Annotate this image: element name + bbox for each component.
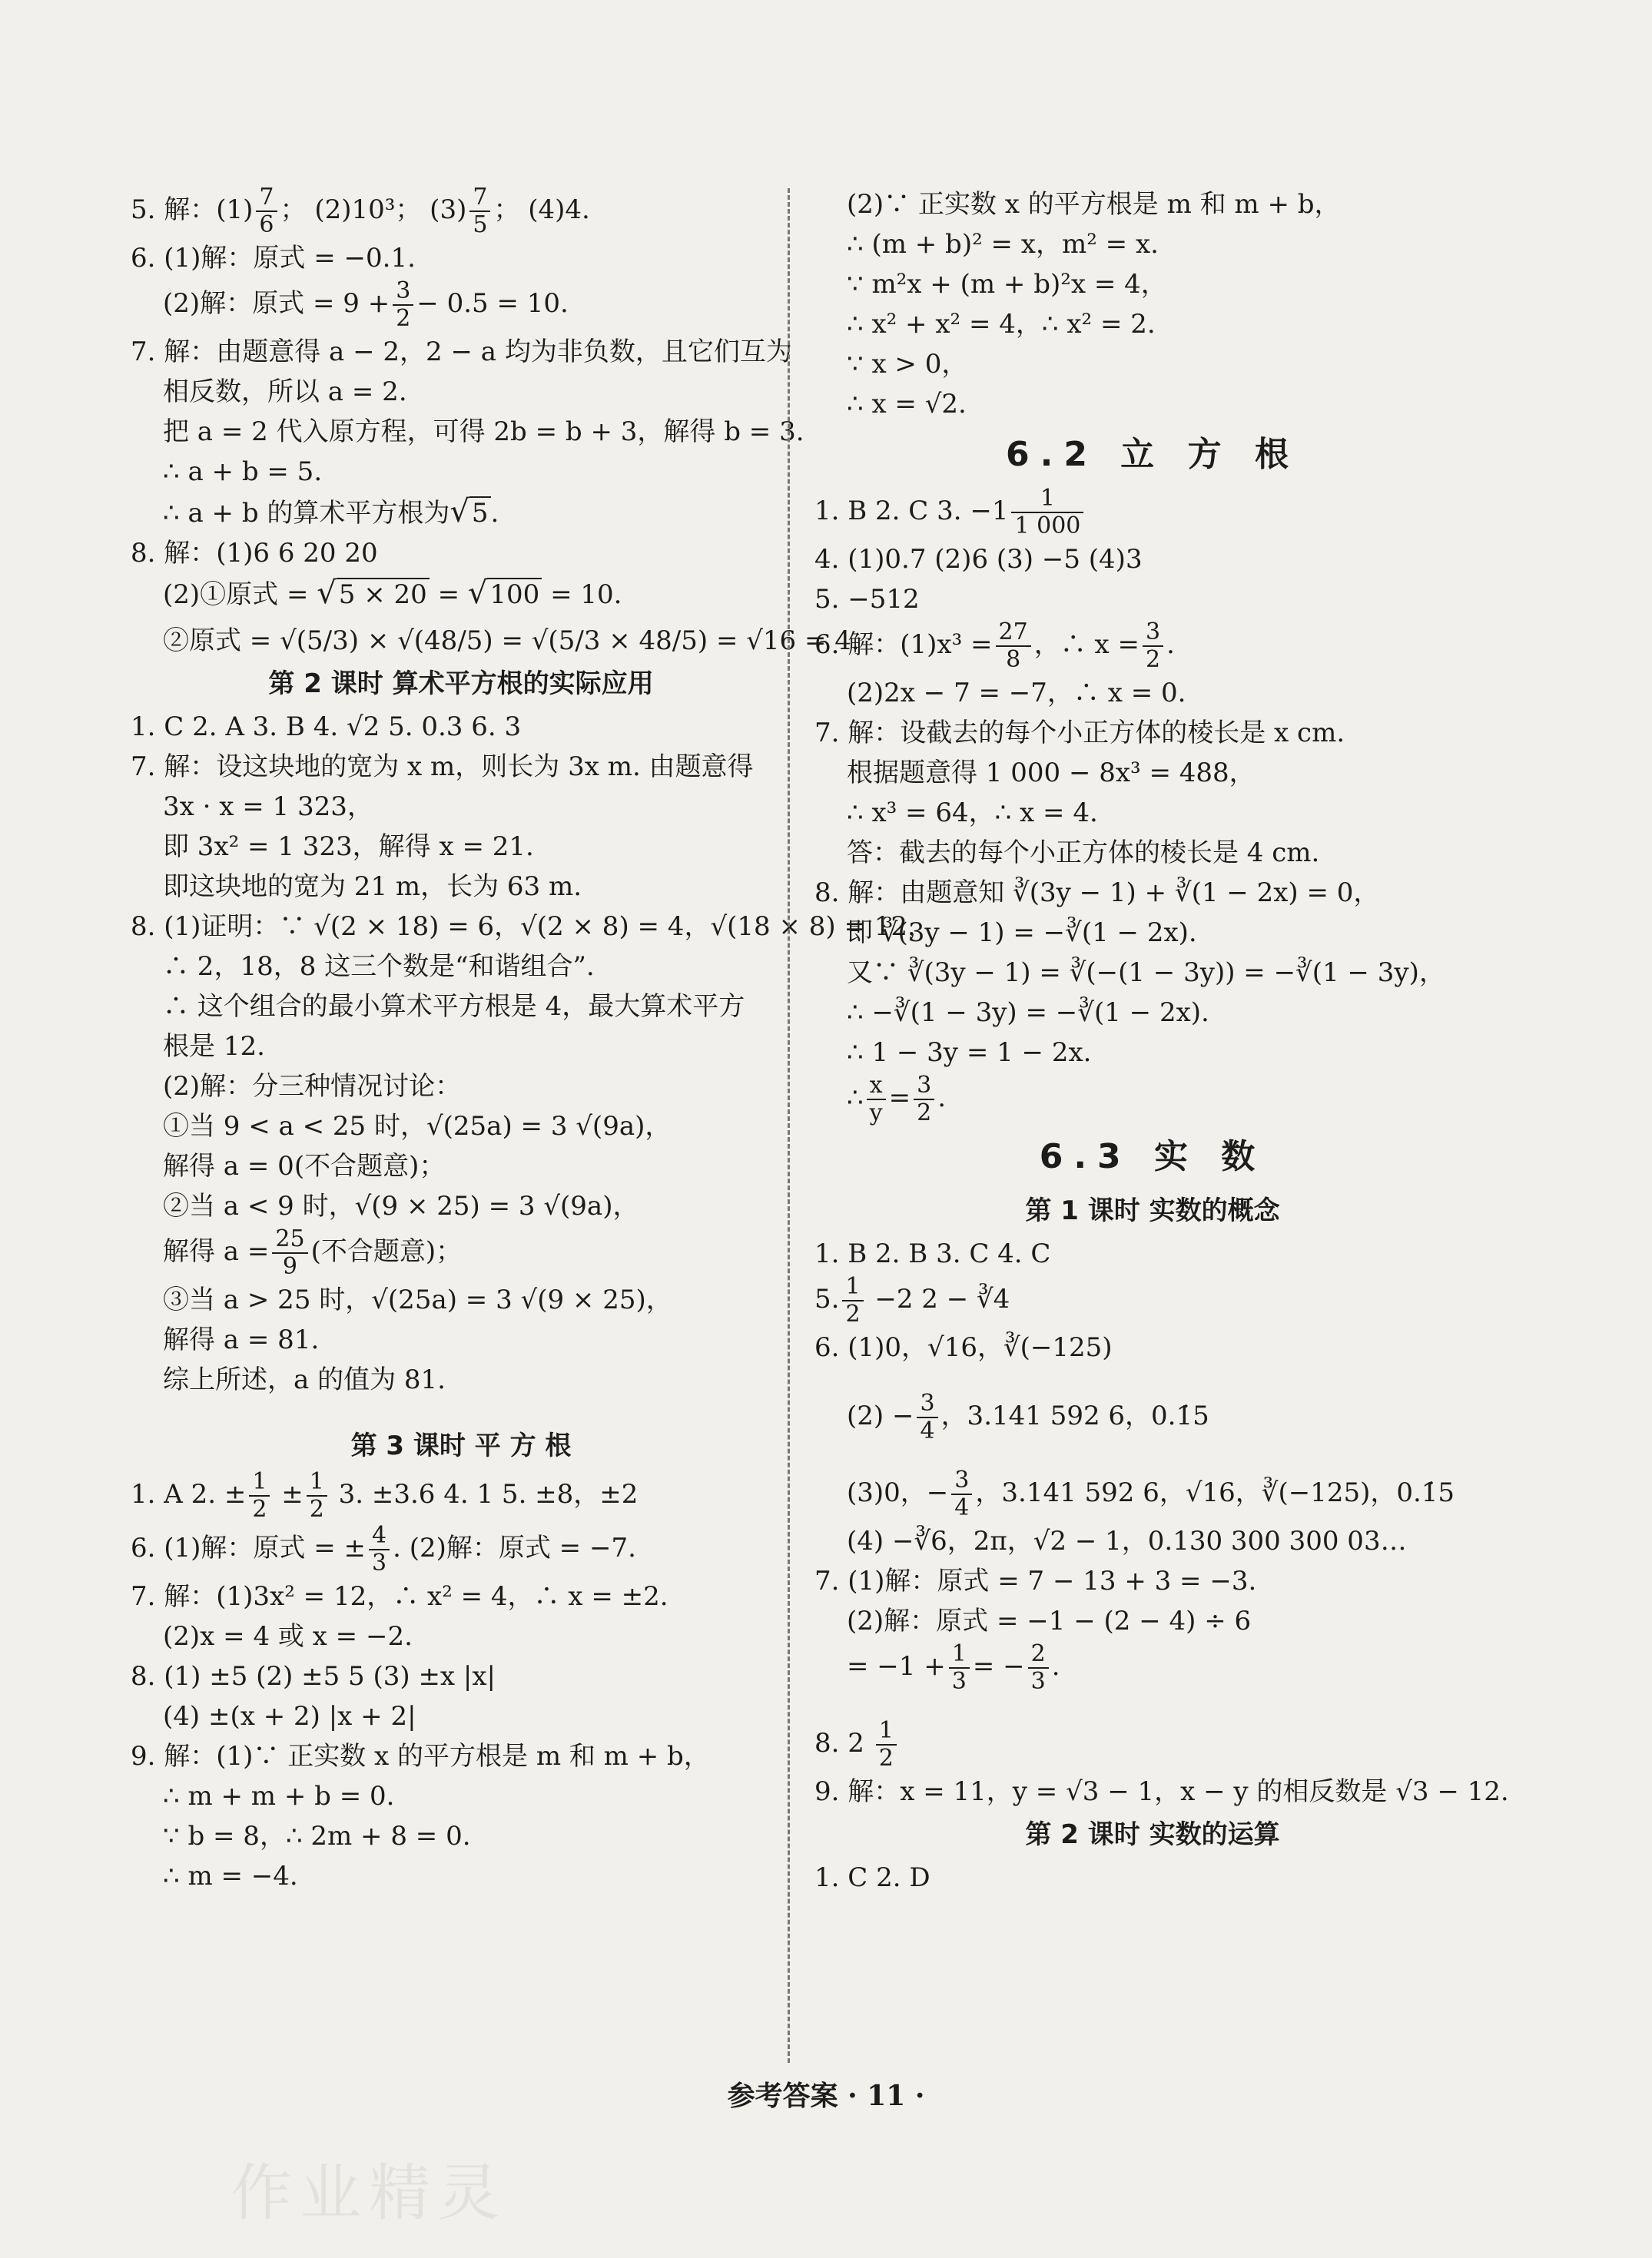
answer-line: 7. 解：(1)3x² = 12，∴ x² = 4，∴ x = ±2. [131, 1581, 668, 1612]
answer-line: (3)0，− $\frac{3}{4}$ ，3.141 592 6，√16，∛(−125)，0.1̇5 [847, 1467, 1455, 1521]
section-6-3-title: 6.3 实 数 [1039, 1137, 1266, 1176]
answer-line: ∴ −∛(1 − 3y) = −∛(1 − 2x). [847, 997, 1209, 1028]
answer-8: 8. 解：(1)6 6 20 20 [131, 538, 378, 569]
answer-line: (2) − $\frac{3}{4}$ ，3.141 592 6，0.1̇5 [847, 1390, 1209, 1444]
answer-line: ①当 9 < a < 25 时，√(25a) = 3 √(9a)， [163, 1111, 672, 1142]
answer-line: 1. C 2. A 3. B 4. √2 5. 0.3 6. 3 [131, 711, 522, 742]
page-footer: 参考答案 · 11 · [727, 2080, 925, 2112]
answer-line: 把 a = 2 代入原方程，可得 2b = b + 3，解得 b = 3. [163, 416, 804, 447]
answer-5 [131, 184, 791, 238]
answer-line: 8. (1) ±5 (2) ±5 5 (3) ±x |x| [131, 1661, 496, 1692]
text: ； (4)4. [493, 194, 590, 225]
answer-line: 6. 解：(1)x³ = $\frac{27}{8}$ ，∴ x = $\frac{3}{2}$ . [814, 618, 1175, 673]
text: 5. 解：(1) [131, 194, 254, 225]
answer-line: (2)解：分三种情况讨论： [163, 1071, 462, 1102]
answer-line: ∵ m²x + (m + b)²x = 4， [847, 269, 1167, 300]
answer-line: 解得 a = 81. [163, 1325, 320, 1355]
text: ； (2)10³； (3) [280, 194, 467, 225]
answer-line: 4. (1)0.7 (2)6 (3) −5 (4)3 [814, 544, 1143, 575]
answer-line: 1. C 2. D [814, 1862, 930, 1893]
watermark: 作业精灵 [231, 2157, 507, 2229]
answer-line: 相反数，所以 a = 2. [163, 376, 407, 407]
answer-line: 8. 2 $\frac{1}{2}$ [814, 1718, 1491, 1772]
answer-line: ∴ a + b = 5. [163, 456, 323, 487]
answer-7: 7. 解：由题意得 a − 2，2 − a 均为非负数，且它们互为 [131, 337, 792, 367]
answer-line: ②当 a < 9 时，√(9 × 25) = 3 √(9a)， [163, 1191, 639, 1222]
answer-line: 根是 12. [163, 1031, 265, 1062]
answer-line: 即 ∛(3y − 1) = −∛(1 − 2x). [847, 917, 1197, 948]
answer-line: 6. (1)解：原式 = ± $\frac{4}{3}$ . (2)解：原式 = −7. [131, 1522, 636, 1577]
answer-line: 6. (1)0，√16，∛(−125) [814, 1332, 1113, 1363]
answer-6-1: 6. (1)解：原式 = −0.1. [131, 243, 416, 274]
answer-line: ∴ x = √2. [847, 389, 967, 419]
answer-line: = −1 + $\frac{1}{3}$ = − $\frac{2}{3}$ . [847, 1640, 1060, 1695]
answer-line: ∴ 2，18，8 这三个数是“和谐组合”. [163, 951, 595, 982]
answer-line: 综上所述，a 的值为 81. [163, 1364, 446, 1395]
answer-line: ②原式 = √(5/3) × √(48/5) = √(5/3 × 48/5) = √16 = 4. [163, 625, 860, 656]
answer-line: (4) −∛6，2π，√2 − 1，0.130 300 300 03… [847, 1526, 1407, 1557]
answer-line: 即 3x² = 1 323，解得 x = 21. [163, 831, 534, 862]
answer-line: ∴ x³ = 64，∴ x = 4. [847, 797, 1098, 828]
answer-line: 3x · x = 1 323， [163, 791, 373, 822]
answer-line: ∴ 1 − 3y = 1 − 2x. [847, 1037, 1092, 1068]
answer-line: ∴ $\frac{x}{y}$ = $\frac{3}{2}$ . [847, 1072, 946, 1126]
answer-line: (2)①原式 = √5 × 20 = √100 = 10. [163, 575, 622, 611]
lesson-1-title: 第 1 课时 实数的概念 [1025, 1195, 1280, 1226]
answer-line: 9. 解：(1)∵ 正实数 x 的平方根是 m 和 m + b， [131, 1741, 710, 1772]
answer-line: 1. B 2. B 3. C 4. C [814, 1238, 1051, 1269]
answer-line: ∵ x > 0， [847, 349, 968, 380]
right-column [814, 184, 1509, 1898]
answer-line: 解得 a = $\frac{25}{9}$ (不合题意)； [163, 1225, 463, 1280]
answer-line: 7. (1)解：原式 = 7 − 13 + 3 = −3. [814, 1566, 1257, 1597]
answer-6-2: (2)解：原式 = 9 + $\frac{3}{2}$ − 0.5 = 10. [163, 277, 569, 332]
section-6-2-title: 6.2 立 方 根 [1006, 435, 1299, 474]
column-divider [788, 188, 790, 2063]
answer-line: (2)2x − 7 = −7，∴ x = 0. [847, 678, 1186, 708]
answer-line: 8. (1)证明：∵ √(2 × 18) = 6，√(2 × 8) = 4，√(18 × 8) = 12， [131, 911, 934, 942]
fraction: $\frac{7}{6}$ [256, 184, 277, 238]
answer-line: 9. 解：x = 11，y = √3 − 1，x − y 的相反数是 √3 − 12. [814, 1776, 1509, 1807]
answer-line: 根据题意得 1 000 − 8x³ = 488， [847, 758, 1256, 788]
answer-line: ∴ (m + b)² = x，m² = x. [847, 229, 1159, 260]
answer-line: ∴ a + b 的算术平方根为√5. [163, 494, 499, 529]
answer-line: (2)∵ 正实数 x 的平方根是 m 和 m + b， [847, 189, 1341, 220]
answer-line: 7. 解：设这块地的宽为 x m，则长为 3x m. 由题意得 [131, 751, 754, 782]
lesson-2-title: 第 2 课时 算术平方根的实际应用 [268, 668, 654, 699]
lesson-3-title: 第 3 课时 平 方 根 [350, 1431, 572, 1461]
answer-line: ∴ m = −4. [163, 1861, 298, 1892]
answer-line: 5. $\frac{1}{2}$ −2 2 − ∛4 [814, 1273, 1010, 1328]
answer-line: ③当 a > 25 时，√(25a) = 3 √(9 × 25)， [163, 1285, 672, 1315]
answer-line: (2)x = 4 或 x = −2. [163, 1621, 413, 1652]
answer-line: (2)解：原式 = −1 − (2 − 4) ÷ 6 [847, 1606, 1252, 1636]
answer-line: 7. 解：设截去的每个小正方体的棱长是 x cm. [814, 718, 1345, 748]
answer-line: 1. A 2. ± $\frac{1}{2}$ ± $\frac{1}{2}$ 3. ±3.6 4. 1 5. ±8，±2 [131, 1468, 639, 1523]
answer-line: 即这块地的宽为 21 m，长为 63 m. [163, 871, 582, 902]
answer-line: 答：截去的每个小正方体的棱长是 4 cm. [847, 837, 1320, 868]
answer-line: ∴ x² + x² = 4，∴ x² = 2. [847, 309, 1156, 340]
answer-line: 5. −512 [814, 584, 920, 615]
answer-line: ∴ 这个组合的最小算术平方根是 4，最大算术平方 [163, 991, 745, 1022]
answer-line: 1. B 2. C 3. −1 $\frac{1}{1 000}$ [814, 486, 1491, 539]
answer-line: 8. 解：由题意知 ∛(3y − 1) + ∛(1 − 2x) = 0， [814, 877, 1380, 908]
fraction: $\frac{7}{5}$ [469, 184, 490, 238]
answer-line: 又∵ ∛(3y − 1) = ∛(−(1 − 3y)) = −∛(1 − 3y)， [847, 957, 1445, 988]
answer-line: (4) ±(x + 2) |x + 2| [163, 1701, 416, 1732]
answer-line: ∵ b = 8，∴ 2m + 8 = 0. [163, 1821, 471, 1852]
lesson-2-title: 第 2 课时 实数的运算 [1025, 1819, 1280, 1850]
answer-line: 解得 a = 0(不合题意)； [163, 1151, 446, 1182]
answer-line: ∴ m + m + b = 0. [163, 1781, 395, 1812]
